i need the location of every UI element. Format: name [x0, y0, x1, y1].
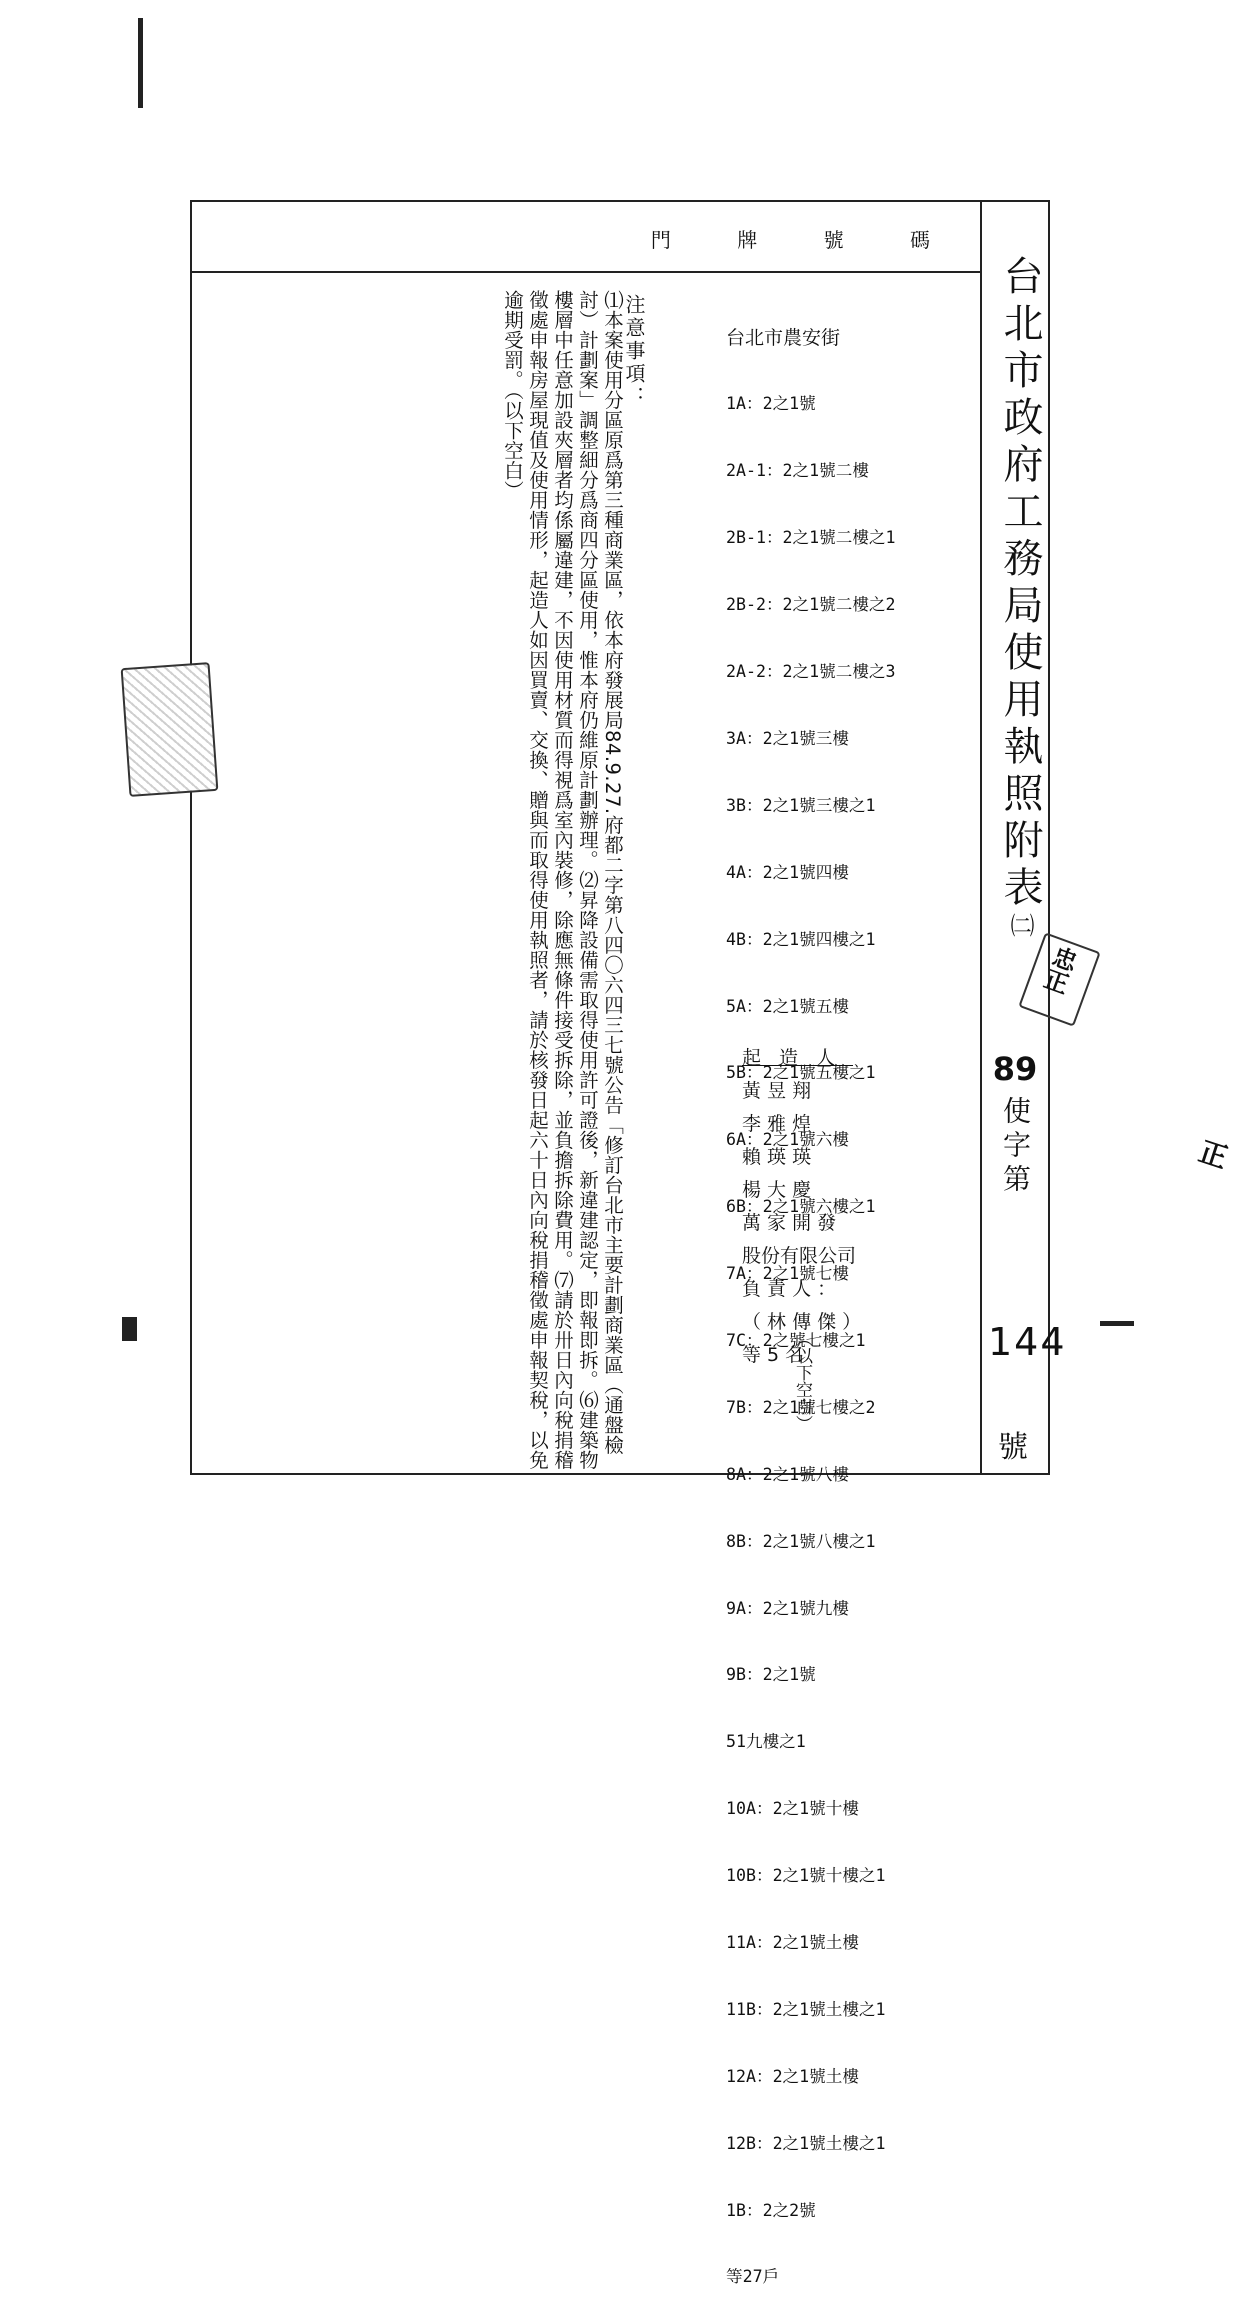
representative-name: （ 林 傳 傑 ）	[742, 1311, 862, 1333]
list-item: 10A：2之1號十樓	[726, 1799, 859, 1819]
list-item: 2A-1：2之1號二樓	[726, 461, 869, 481]
list-item: 9B：2之1號	[726, 1665, 816, 1685]
owner-name: 黃 昱 翔	[742, 1080, 812, 1102]
notes-title: 注意事項：	[622, 294, 646, 409]
street-name: 台北市農安街	[726, 326, 841, 349]
list-item: 7B：2之1號七樓之2	[726, 1397, 876, 1417]
door-number-label: 門 牌 號 碼	[650, 228, 960, 252]
list-item: 7A：2之1號七樓	[726, 1264, 849, 1284]
list-item: 51九樓之1	[726, 1732, 806, 1752]
scan-mark-right	[1100, 1321, 1134, 1326]
list-item: 8B：2之1號八樓之1	[726, 1531, 876, 1551]
list-item: 1A：2之1號	[726, 394, 816, 414]
list-item: 5A：2之1號五樓	[726, 996, 849, 1016]
seal-stamp	[121, 662, 219, 797]
edge-correction-text: 正	[1194, 1134, 1232, 1175]
list-item: 3B：2之1號三樓之1	[726, 795, 876, 815]
list-item: 2A-2：2之1號二樓之3	[726, 662, 896, 682]
list-item: 8A：2之1號八樓	[726, 1464, 849, 1484]
permit-word: 使字第	[999, 1096, 1032, 1198]
list-item: 1B：2之2號	[726, 2200, 816, 2220]
list-item: 6A：2之1號六樓	[726, 1130, 849, 1150]
owner-name: 賴 瑛 瑛	[742, 1146, 812, 1168]
list-item: 11A：2之1號土樓	[726, 1932, 859, 1952]
document-title	[992, 255, 1049, 944]
list-item: 2B-1：2之1號二樓之1	[726, 528, 896, 548]
permit-suffix: 號	[998, 1430, 1028, 1465]
owners-blank-note: （以下空白）	[792, 1330, 812, 1432]
company-line2: 股份有限公司	[742, 1245, 857, 1267]
permit-year: 89	[992, 1050, 1038, 1088]
title-text: 台北市政府工務局使用執照附表	[997, 255, 1043, 913]
list-item: 2B-2：2之1號二樓之2	[726, 595, 896, 615]
company-line1: 萬 家 開 發	[742, 1212, 837, 1234]
scan-mark-left	[122, 1317, 137, 1341]
list-item: 9A：2之1號九樓	[726, 1598, 849, 1618]
correction-stamp-text: 忠正	[1037, 941, 1081, 997]
scan-mark-top	[138, 18, 143, 108]
owners-heading: 起造人	[742, 1047, 854, 1069]
representative-label: 負 責 人 ：	[742, 1278, 837, 1300]
list-item: 7C：2之號七樓之1	[726, 1330, 866, 1350]
address-total: 等27戶	[726, 2267, 780, 2287]
list-item: 10B：2之1號十樓之1	[726, 1866, 886, 1886]
header-row	[190, 200, 980, 273]
owner-name: 李 雅 煌	[742, 1113, 812, 1135]
permit-serial: 144	[988, 1320, 1067, 1364]
list-item: 12A：2之1號土樓	[726, 2066, 859, 2086]
title-suffix: ㈡	[1006, 913, 1034, 944]
list-item: 5B：2之1號五樓之1	[726, 1063, 876, 1083]
list-item: 3A：2之1號三樓	[726, 728, 849, 748]
notes-body: ⑴本案使用分區原爲第三種商業區，依本府發展局84.9.27.府都二字第八四〇六四三七號公告「修訂台北市主要計劃商業區（通盤檢討）計劃案」調整細分爲商四分區使用，惟本府仍維原計劃辦理。⑵昇降設備需取得使用許可證後，新違建認定，即報即拆。⑹建築物樓層中任意加設夾層者均係屬違建，不因使用材質而得視爲室內裝修，除應無條件接受拆除，並負擔拆除費用。⑺請於卅日內向稅捐稽徵處申報房屋現值及使用情形，起造人如因買賣、交換、贈與而取得使用執照者，請於核發日起六十日內向稅捐稽徵處申報契稅，以免逾期受罰。（以下空白）	[501, 290, 624, 1470]
list-item: 12B：2之1號土樓之1	[726, 2133, 886, 2153]
list-item: 4A：2之1號四樓	[726, 862, 849, 882]
owners-block	[742, 1042, 882, 1372]
list-item: 4B：2之1號四樓之1	[726, 929, 876, 949]
owners-count: 等 5 名	[742, 1344, 805, 1366]
permit-number	[988, 1050, 1067, 1465]
list-item: 6B：2之1號六樓之1	[726, 1197, 876, 1217]
edge-correction-mark	[1187, 1096, 1248, 1184]
owner-name: 楊 大 慶	[742, 1179, 812, 1201]
list-item: 11B：2之1號土樓之1	[726, 1999, 886, 2019]
